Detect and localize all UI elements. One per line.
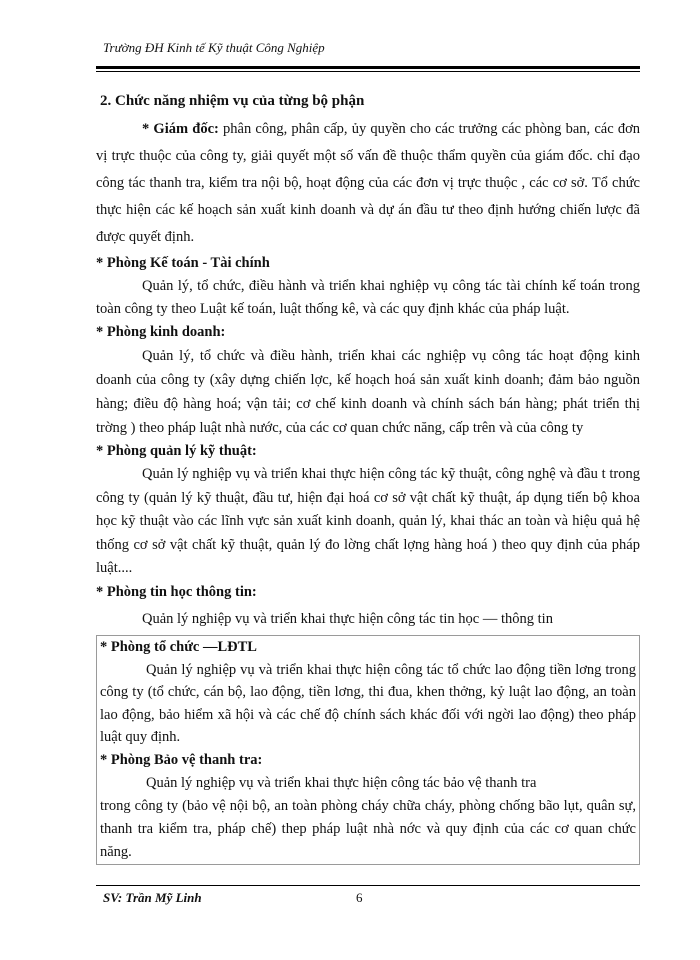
footer-rule [96, 885, 640, 886]
giam-doc-paragraph [96, 116, 640, 251]
section-title: 2. Chức năng nhiệm vụ của từng bộ phận [100, 93, 365, 109]
bao-ve-text-rest: trong công ty (bảo vệ nội bộ, an toàn phòng cháy chữa cháy, phòng chống bão lụt, quân sự, thanh tra kiểm tra, pháp chế) thep pháp luật nhà nớc và quy định của các cơ quan chức năng. [100, 797, 636, 860]
page-header: Trường ĐH Kinh tế Kỹ thuật Công Nghiệp [103, 40, 325, 55]
ky-thuat-text: Quản lý nghiệp vụ và triển khai thực hiện công tác kỹ thuật, công nghệ và đầu t trong công ty (quản lý kỹ thuật, đầu tư, hiện đại hoá cơ sở vật chất kỹ thuật, áp dụng tiến bộ khoa học kỹ thuật vào các lĩnh vực sản xuất kinh doanh, quản lý, khai thác an toàn và hiệu quả hệ thống cơ sở vật chất kỹ thuật, quản lý đo lờng chất lợng hàng hoá ) theo quy định của pháp luật.... [96, 466, 640, 576]
page-number: 6 [356, 890, 363, 905]
kinh-doanh-heading: * Phòng kinh doanh: [96, 324, 226, 340]
framed-block [96, 635, 640, 865]
tin-hoc-text: Quản lý nghiệp vụ và triển khai thực hiện công tác tin học — thông tin [142, 610, 553, 627]
ky-thuat-heading: * Phòng quản lý kỹ thuật: [96, 443, 257, 459]
header-rule-thick [96, 66, 640, 69]
ke-toan-heading: * Phòng Kế toán - Tài chính [96, 255, 270, 271]
tin-hoc-heading: * Phòng tin học thông tin: [96, 583, 257, 600]
ke-toan-text: Quản lý, tổ chức, điều hành và triển khai nghiệp vụ công tác tài chính kế toán trong toàn công ty theo Luật kế toán, luật thống kê, và các quy định khác của pháp luật. [96, 278, 640, 317]
kinh-doanh-text: Quản lý, tổ chức và điều hành, triển khai các nghiệp vụ công tác hoạt động kinh doanh của công ty (xây dựng chiến lợc, kế hoạch hoá sản xuất kinh doanh; đảm bảo nguồn hàng; điều độ hàng hoá; vận tải; cơ chế kinh doanh và chính sách bán hàng; phát triển thị trờng ) theo pháp luật nhà nước, của các cơ quan chức năng, cấp trên và của công ty [96, 348, 640, 436]
footer-author: SV: Trần Mỹ Linh [103, 890, 202, 905]
header-rule-thin [96, 71, 640, 72]
to-chuc-heading: * Phòng tổ chức —LĐTL [100, 638, 257, 655]
giam-doc-label: * Giám đốc: [142, 121, 219, 137]
giam-doc-text: phân công, phân cấp, ủy quyền cho các trưởng các phòng ban, các đơn vị trực thuộc của công ty, giải quyết một số vấn đề thuộc thẩm quyền của giám đốc. chỉ đạo công tác thanh tra, kiểm tra nội bộ, hoạt động của các đơn vị trực thuộc , các cơ sở. Tổ chức thực hiện các kế hoạch sản xuất kinh doanh và dự án đầu tư theo định hướng chiến lược đã được quyết định. [96, 121, 640, 245]
bao-ve-text-line1: Quản lý nghiệp vụ và triển khai thực hiện công tác bảo vệ thanh tra [146, 774, 537, 791]
page-content [96, 88, 640, 865]
bao-ve-heading: * Phòng Bảo vệ thanh tra: [100, 751, 263, 768]
to-chuc-text: Quản lý nghiệp vụ và triển khai thực hiện công tác tổ chức lao động tiền lơng trong công ty (tổ chức, cán bộ, lao động, tiền lơng, thi đua, khen thởng, kỷ luật lao động, an toàn lao động, bảo hiểm xã hội và các chế độ chính sách khác đối với ngời lao động) theo pháp luật quy định. [100, 661, 636, 745]
